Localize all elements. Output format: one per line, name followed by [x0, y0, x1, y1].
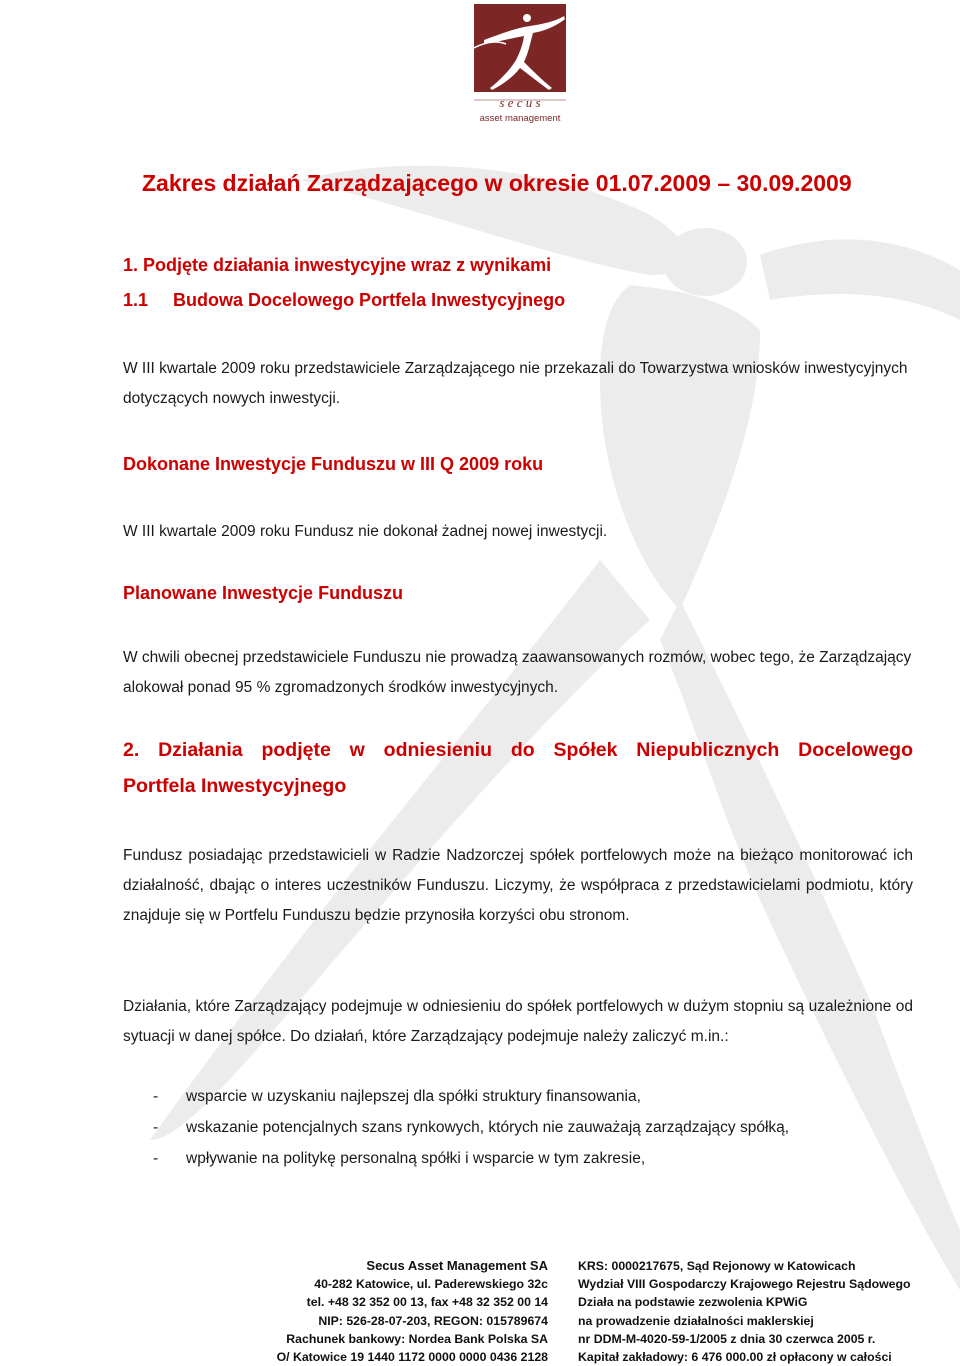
section-2-paragraph-1: Fundusz posiadając przedstawicieli w Radzie Nadzorczej spółek portfelowych może na bieżąco monitorować ich działalność, dbając o interes uczestników Funduszu. Liczymy, że współpraca z przedstawicielami podmiotu, który znajduje się w Portfelu Funduszu będzie przynosiła korzyści obu stronom. [123, 847, 913, 924]
bullet-dash: - [153, 1088, 159, 1105]
section-2-heading [123, 732, 913, 804]
list-item [123, 1081, 913, 1112]
actions-list [123, 1081, 913, 1174]
footer-permit-1: Działa na podstawie zezwolenia KPWiG [578, 1295, 808, 1310]
list-item-text: wsparcie w uzyskaniu najlepszej dla spółki struktury finansowania, [186, 1088, 641, 1105]
footer-permit-3: nr DDM-M-4020-59-1/2005 z dnia 30 czerwca 2005 r. [578, 1331, 876, 1346]
section-2-heading-line-1: 2. Działania podjęte w odniesieniu do Spółek Niepublicznych Docelowego [123, 739, 913, 761]
document-title: Zakres działań Zarządzającego w okresie 01.07.2009 – 30.09.2009 [142, 170, 852, 196]
bullet-dash: - [153, 1150, 159, 1167]
section-2-heading-line-2: Portfela Inwestycyjnego [123, 775, 347, 797]
logo-wordmark: s e c u s [499, 95, 541, 110]
section-1-1-heading [123, 290, 565, 311]
footer-address: 40-282 Katowice, ul. Paderewskiego 32c [314, 1277, 548, 1292]
section-1-1-paragraph: W III kwartale 2009 roku przedstawiciele Zarządzającego nie przekazali do Towarzystwa wniosków inwestycyjnych dotyczących nowych inwestycji. [123, 360, 908, 407]
footer-company-info [248, 1257, 548, 1366]
footer-phone: tel. +48 32 352 00 13, fax +48 32 352 00 14 [306, 1295, 548, 1310]
logo-tagline: asset management [479, 113, 561, 124]
footer-court-dept: Wydział VIII Gospodarczy Krajowego Rejestru Sądowego [578, 1277, 911, 1292]
section-1-1-text: Budowa Docelowego Portfela Inwestycyjnego [173, 290, 566, 310]
list-item [123, 1143, 913, 1174]
investments-paragraph: W III kwartale 2009 roku Fundusz nie dokonał żadnej nowej inwestycji. [123, 523, 608, 540]
planned-investments-heading: Planowane Inwestycje Funduszu [123, 583, 404, 603]
footer-tax-ids: NIP: 526-28-07-203, REGON: 015789674 [318, 1313, 548, 1328]
footer-permit-2: na prowadzenie działalności maklerskiej [578, 1313, 814, 1328]
list-item-text: wpływanie na politykę personalną spółki i wsparcie w tym zakresie, [186, 1150, 646, 1167]
investments-heading: Dokonane Inwestycje Funduszu w III Q 2009 roku [123, 454, 544, 474]
planned-investments-paragraph: W chwili obecnej przedstawiciele Funduszu nie prowadzą zaawansowanych rozmów, wobec tego, że Zarządzający alokował ponad 95 % zgromadzonych środków inwestycyjnych. [123, 649, 912, 696]
section-1-heading: 1. Podjęte działania inwestycyjne wraz z wynikami [123, 255, 552, 275]
footer-capital: Kapitał zakładowy: 6 476 000.00 zł opłacony w całości [578, 1350, 892, 1365]
footer-registry-info [578, 1257, 918, 1366]
footer-krs: KRS: 0000217675, Sąd Rejonowy w Katowicach [578, 1259, 856, 1273]
section-2-paragraph-2: Działania, które Zarządzający podejmuje w odniesieniu do spółek portfelowych w dużym stopniu są uzależnione od sytuacji w danej spółce. Do działań, które Zarządzający podejmuje należy zaliczyć m.in.: [123, 998, 913, 1045]
bullet-dash: - [153, 1119, 159, 1136]
list-item-text: wskazanie potencjalnych szans rynkowych, których nie zauważają zarządzający spółką, [186, 1119, 790, 1136]
footer-bank: Rachunek bankowy: Nordea Bank Polska SA [286, 1331, 548, 1346]
section-1-1-number: 1.1 [123, 290, 149, 310]
secus-logo [470, 4, 570, 126]
list-item [123, 1112, 913, 1143]
footer-account: O/ Katowice 19 1440 1172 0000 0000 0436 2128 [276, 1350, 548, 1365]
footer-company-name: Secus Asset Management SA [366, 1258, 548, 1273]
logo-square-icon [474, 4, 566, 92]
